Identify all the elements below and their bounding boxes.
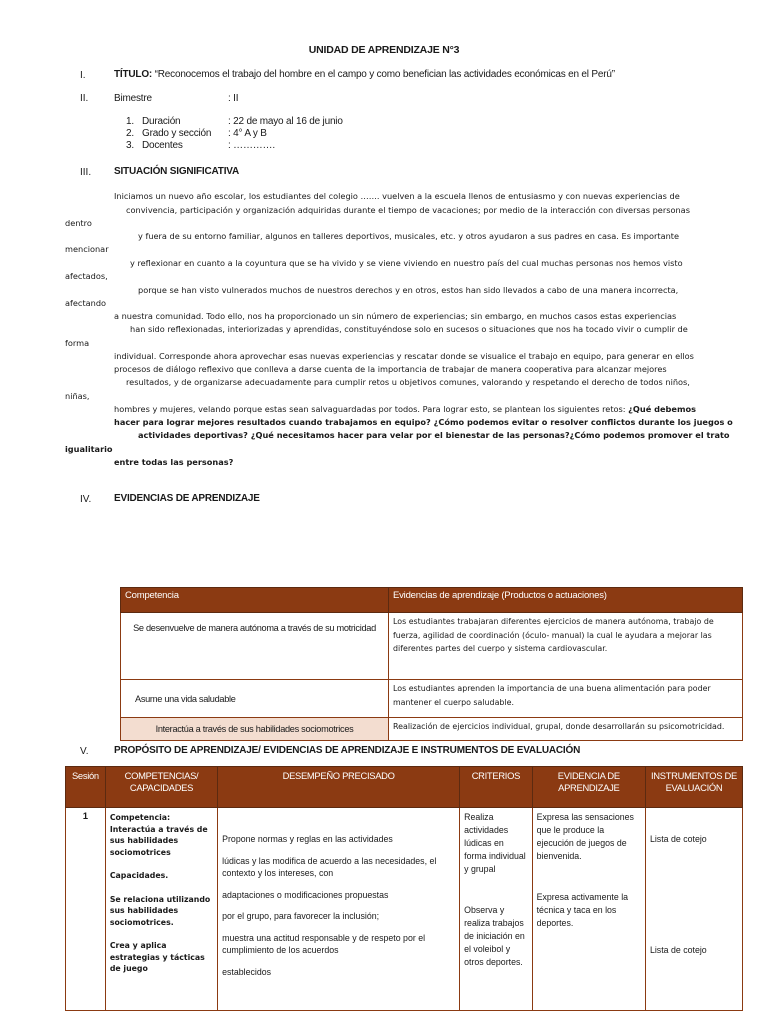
evidencia-1: Expresa las sensaciones que le produce la ejecución de juegos de bienvenida. bbox=[536, 812, 634, 861]
detail-1-number: 1. bbox=[126, 116, 134, 127]
situacion-line-9: afectando bbox=[65, 298, 107, 308]
bimestre-label: Bimestre bbox=[114, 93, 152, 104]
table-row bbox=[66, 808, 743, 1011]
situacion-line-17 bbox=[114, 403, 696, 415]
proposito-header-row bbox=[66, 767, 743, 808]
competencia-cell: Interactúa a través de sus habilidades sociomotrices bbox=[121, 718, 389, 741]
evidencias-table bbox=[120, 587, 743, 741]
capacidad-2-text: Crea y aplica estrategias y tácticas de juego bbox=[109, 941, 205, 973]
situacion-line-5: mencionar bbox=[65, 244, 109, 254]
instrumentos-cell bbox=[645, 808, 742, 1011]
section-3-number: III. bbox=[80, 167, 92, 178]
situacion-line-1: Iniciamos un nuevo año escolar, los estudiantes del colegio ……. vuelven a la escuela llenos de entusiasmo y con nuevas experiencias de bbox=[114, 191, 680, 201]
evidencia-cell: Los estudiantes trabajaran diferentes ejercicios de manera autónoma, trabajo de fuerza, agilidad de coordinación (óculo- manual) la cual le ayudara a mejorar las diferentes partes del cuerpo y sistema cardiovascular. bbox=[389, 613, 743, 680]
situacion-line-17-question: ¿Qué debemos bbox=[628, 404, 696, 414]
detail-2-number: 2. bbox=[126, 128, 134, 139]
situacion-line-20: igualitario bbox=[65, 444, 113, 454]
duracion-label: Duración bbox=[142, 116, 181, 127]
desempeno-line-4: por el grupo, para favorecer la inclusión; bbox=[222, 911, 380, 921]
situacion-line-8: porque se han visto vulnerados muchos de nuestros derechos y en otros, estos han sido llevados a cabo de una manera incorrecta, bbox=[138, 285, 679, 295]
section-4-number: IV. bbox=[80, 494, 92, 505]
situacion-line-17-text: hombres y mujeres, velando porque estas sean salvaguardadas por todos. Para lograr esto, se plantean los siguientes retos: bbox=[114, 404, 629, 414]
title-label: TÍTULO: bbox=[114, 69, 153, 80]
criterio-1: Realiza actividades lúdicas en forma individual y grupal bbox=[464, 812, 526, 874]
competencia-text: Interactúa a través de sus habilidades sociomotrices bbox=[109, 824, 208, 857]
competencia-cell: Asume una vida saludable bbox=[121, 680, 389, 718]
situacion-line-2: convivencia, participación y organización adquiridas durante el tiempo de vacaciones; por medio de la interacción con diversas personas bbox=[126, 205, 690, 215]
capacidad-1-text: Se relaciona utilizando sus habilidades sociomotrices. bbox=[109, 894, 211, 927]
table-row bbox=[121, 613, 743, 680]
evidencia-aprendizaje-cell bbox=[532, 808, 645, 1011]
bimestre-value: : II bbox=[228, 93, 239, 104]
competencias-cell bbox=[105, 808, 217, 1011]
title-text: “Reconocemos el trabajo del hombre en el campo y como benefician las actividades económicas en el Perú” bbox=[154, 69, 615, 80]
situacion-line-21: entre todas las personas? bbox=[114, 457, 234, 467]
table-row bbox=[121, 718, 743, 741]
competencia-label: Competencia: bbox=[109, 813, 171, 822]
instrumentos-header: INSTRUMENTOS DE EVALUACIÓN bbox=[645, 767, 742, 808]
criterio-2: Observa y realiza trabajos de iniciación en el voleibol y otros deportes. bbox=[464, 905, 525, 967]
section-2-number: II. bbox=[80, 93, 89, 104]
situacion-line-15: resultados, y de organizarse adecuadamente para cumplir retos u objetivos comunes, valorando y respetando el derecho de todos niños, bbox=[126, 377, 690, 387]
detail-3-number: 3. bbox=[126, 140, 134, 151]
desempeno-line-1: Propone normas y reglas en las actividades bbox=[222, 834, 393, 844]
situacion-line-4: y fuera de su entorno familiar, algunos en talleres deportivos, musicales, etc. y otros ayudaron a sus padres en casa. Es importante bbox=[138, 231, 680, 241]
capacidades-label: Capacidades. bbox=[109, 871, 169, 880]
desempeno-line-5: muestra una actitud responsable y de respeto por el cumplimiento de los acuerdos bbox=[222, 932, 426, 955]
evidencias-header-row bbox=[121, 588, 743, 613]
section-1-title bbox=[114, 69, 615, 80]
criterios-cell bbox=[460, 808, 532, 1011]
document-title: UNIDAD DE APRENDIZAJE N°3 bbox=[308, 44, 460, 56]
criterios-header: CRITERIOS bbox=[460, 767, 532, 808]
evidencia-header: EVIDENCIA DE APRENDIZAJE bbox=[532, 767, 645, 808]
instrumento-1: Lista de cotejo bbox=[649, 834, 707, 844]
situacion-line-10: a nuestra comunidad. Todo ello, nos ha proporcionado un sin número de experiencias; sin embargo, en muchos casos estas experiencias bbox=[114, 311, 677, 321]
desempeno-cell bbox=[218, 808, 460, 1011]
desempeno-line-2: lúdicas y las modifica de acuerdo a las necesidades, el contexto y los intereses, con bbox=[222, 855, 437, 878]
proposito-table bbox=[65, 766, 743, 1011]
evidencia-cell: Los estudiantes aprenden la importancia de una buena alimentación para poder mantener el cuerpo saludable. bbox=[389, 680, 743, 718]
duracion-value: : 22 de mayo al 16 de junio bbox=[228, 116, 343, 127]
situacion-line-6: y reflexionar en cuanto a la coyuntura que se ha vivido y se viene viviendo en nuestro país del cual muchas personas nos hemos visto bbox=[130, 258, 683, 268]
sesion-header: Sesión bbox=[66, 767, 106, 808]
situacion-line-12: forma bbox=[65, 338, 90, 348]
situacion-line-19: actividades deportivas? ¿Qué necesitamos hacer para velar por el bienestar de las personas?¿Cómo podemos promover el trato bbox=[138, 430, 730, 440]
docentes-label: Docentes bbox=[142, 140, 183, 151]
situacion-heading: SITUACIÓN SIGNIFICATIVA bbox=[114, 166, 240, 177]
competencias-header: COMPETENCIAS/ CAPACIDADES bbox=[105, 767, 217, 808]
evidencias-header: Evidencias de aprendizaje (Productos o actuaciones) bbox=[389, 588, 743, 613]
situacion-line-13: individual. Corresponde ahora aprovechar esas nuevas experiencias y rescatar donde se visualice el trabajo en equipo, para generar en ellos bbox=[114, 351, 694, 361]
table-row bbox=[121, 680, 743, 718]
evidencia-2: Expresa activamente la técnica y taca en los deportes. bbox=[536, 892, 629, 928]
desempeno-line-3: adaptaciones o modificaciones propuestas bbox=[222, 889, 389, 900]
situacion-line-16: niñas, bbox=[65, 391, 90, 401]
situacion-line-7: afectados, bbox=[65, 271, 108, 281]
situacion-line-18: hacer para lograr mejores resultados cuando trabajamos en equipo? ¿Cómo podemos evitar o resolver conflictos durante los juegos o bbox=[114, 417, 733, 427]
situacion-line-14: procesos de diálogo reflexivo que conlleva a darse cuenta de la importancia de trabajar de manera cooperativa para alcanzar mejores bbox=[114, 364, 667, 374]
desempeno-header: DESEMPEÑO PRECISADO bbox=[218, 767, 460, 808]
competencia-cell: Se desenvuelve de manera autónoma a través de su motricidad bbox=[121, 613, 389, 680]
sesion-cell: 1 bbox=[66, 808, 106, 1011]
grado-value: : 4° A y B bbox=[228, 128, 267, 139]
evidencia-cell: Realización de ejercicios individual, grupal, donde desarrollarán su psicomotricidad. bbox=[389, 718, 743, 741]
section-5-number: V. bbox=[80, 746, 89, 757]
instrumento-2: Lista de cotejo bbox=[649, 945, 707, 955]
competencia-header: Competencia bbox=[121, 588, 389, 613]
section-1-number: I. bbox=[80, 70, 86, 81]
evidencias-heading: EVIDENCIAS DE APRENDIZAJE bbox=[114, 493, 260, 504]
proposito-heading: PROPÓSITO DE APRENDIZAJE/ EVIDENCIAS DE APRENDIZAJE E INSTRUMENTOS DE EVALUACIÓN bbox=[114, 745, 581, 756]
situacion-line-11: han sido reflexionadas, interiorizadas y aprendidas, constituyéndose solo en sucesos o situaciones que nos ha tocado vivir o cumplir de bbox=[130, 324, 688, 334]
grado-label: Grado y sección bbox=[142, 128, 212, 139]
docentes-value: : …………. bbox=[228, 140, 275, 151]
desempeno-line-6: establecidos bbox=[222, 966, 272, 977]
situacion-line-3: dentro bbox=[65, 218, 92, 228]
